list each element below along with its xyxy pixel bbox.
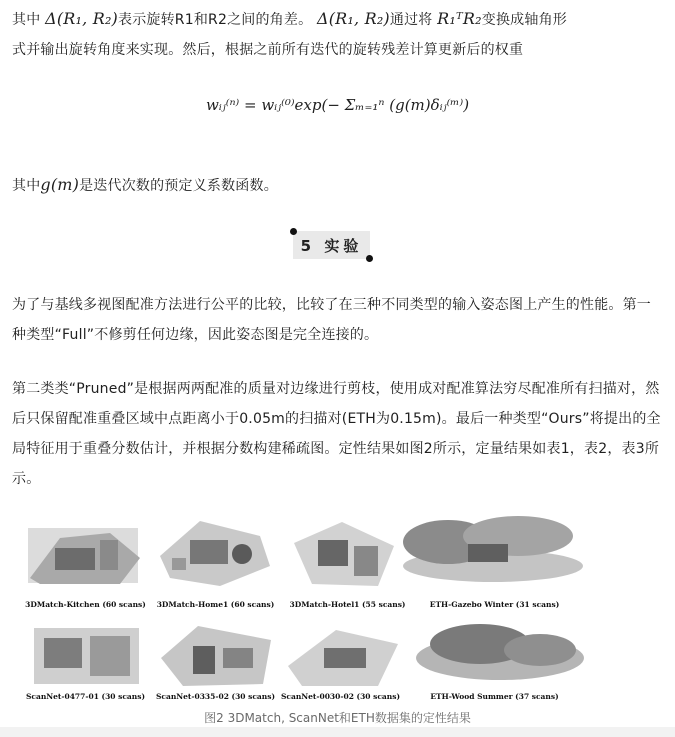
qualitative-results-figure <box>10 514 590 708</box>
section-heading-text: 5 实验 <box>300 236 363 255</box>
figure-caption-item: 3DMatch-Kitchen (60 scans) <box>25 600 146 609</box>
pointcloud-image <box>150 516 280 588</box>
figure-caption-item: ETH-Wood Summer (37 scans) <box>430 692 559 701</box>
pointcloud-image <box>282 518 412 590</box>
corner-dot <box>290 228 297 235</box>
text-segment: 其中 <box>12 178 41 194</box>
pruned-paragraph: 第二类类“Pruned”是根据两两配准的质量对边缘进行剪枝，使用成对配准算法穷尽配准所有扫描对，然后只保留配准重叠区域中点距离小于0.05m的扫描对(ETH为0.15m)。最后一种类型“Ours”将提出的全局特征用于重叠分数估计，并根据分数构建稀疏图。定性结果如图2所示，定量结果如表1，表2，表3所示。 <box>12 381 661 487</box>
section-heading <box>293 231 370 259</box>
text-segment: 式并输出旋转角度来实现。然后，根据之前所有迭代的旋转残差计算更新后的权重 <box>12 42 524 58</box>
pointcloud-image <box>24 618 154 690</box>
figure-caption-item: ScanNet-0335-02 (30 scans) <box>155 692 275 701</box>
text-segment: 其中 <box>12 12 41 28</box>
figure-caption-item: ScanNet-0477-01 (30 scans) <box>25 692 145 701</box>
pointcloud-image <box>398 514 588 586</box>
page-footer-strip <box>0 727 675 737</box>
text-segment: 变换成轴角形 <box>481 12 567 28</box>
corner-dot <box>366 255 373 262</box>
delta-expression: Δ(R₁, R₂) <box>316 9 390 28</box>
coefficient-paragraph <box>12 170 664 201</box>
weight-update-formula: wᵢⱼ⁽ⁿ⁾ = wᵢⱼ⁽⁰⁾exp(− Σₘ₌₁ⁿ (g(m)δᵢⱼ⁽ᵐ⁾) <box>205 96 470 114</box>
figure-caption-item: ScanNet-0030-02 (30 scans) <box>280 692 400 701</box>
g-function: g(m) <box>40 175 80 194</box>
text-segment: 是迭代次数的预定义系数函数。 <box>79 178 278 194</box>
comparison-paragraph: 为了与基线多视图配准方法进行公平的比较，比较了在三种不同类型的输入姿态图上产生的性能。第一种类型“Full”不修剪任何边缘，因此姿态图是完全连接的。 <box>12 297 651 343</box>
figure-caption-item: ETH-Gazebo Winter (31 scans) <box>429 600 560 609</box>
figure-caption-item: 3DMatch-Hotel1 (55 scans) <box>289 600 406 609</box>
figure-caption-item: 3DMatch-Home1 (60 scans) <box>156 600 275 609</box>
rotation-expression: R₁ᵀR₂ <box>437 9 482 28</box>
text-segment: 通过将 <box>389 12 433 28</box>
pointcloud-image <box>276 618 406 690</box>
pointcloud-image <box>153 618 283 690</box>
figure-caption: 图2 3DMatch, ScanNet和ETH数据集的定性结果 <box>204 711 471 725</box>
text-segment: 表示旋转R1和R2之间的角差。 <box>118 12 313 28</box>
pointcloud-image <box>410 612 590 684</box>
pointcloud-image <box>20 518 150 590</box>
delta-expression: Δ(R₁, R₂) <box>45 9 118 28</box>
intro-paragraph <box>12 4 664 65</box>
